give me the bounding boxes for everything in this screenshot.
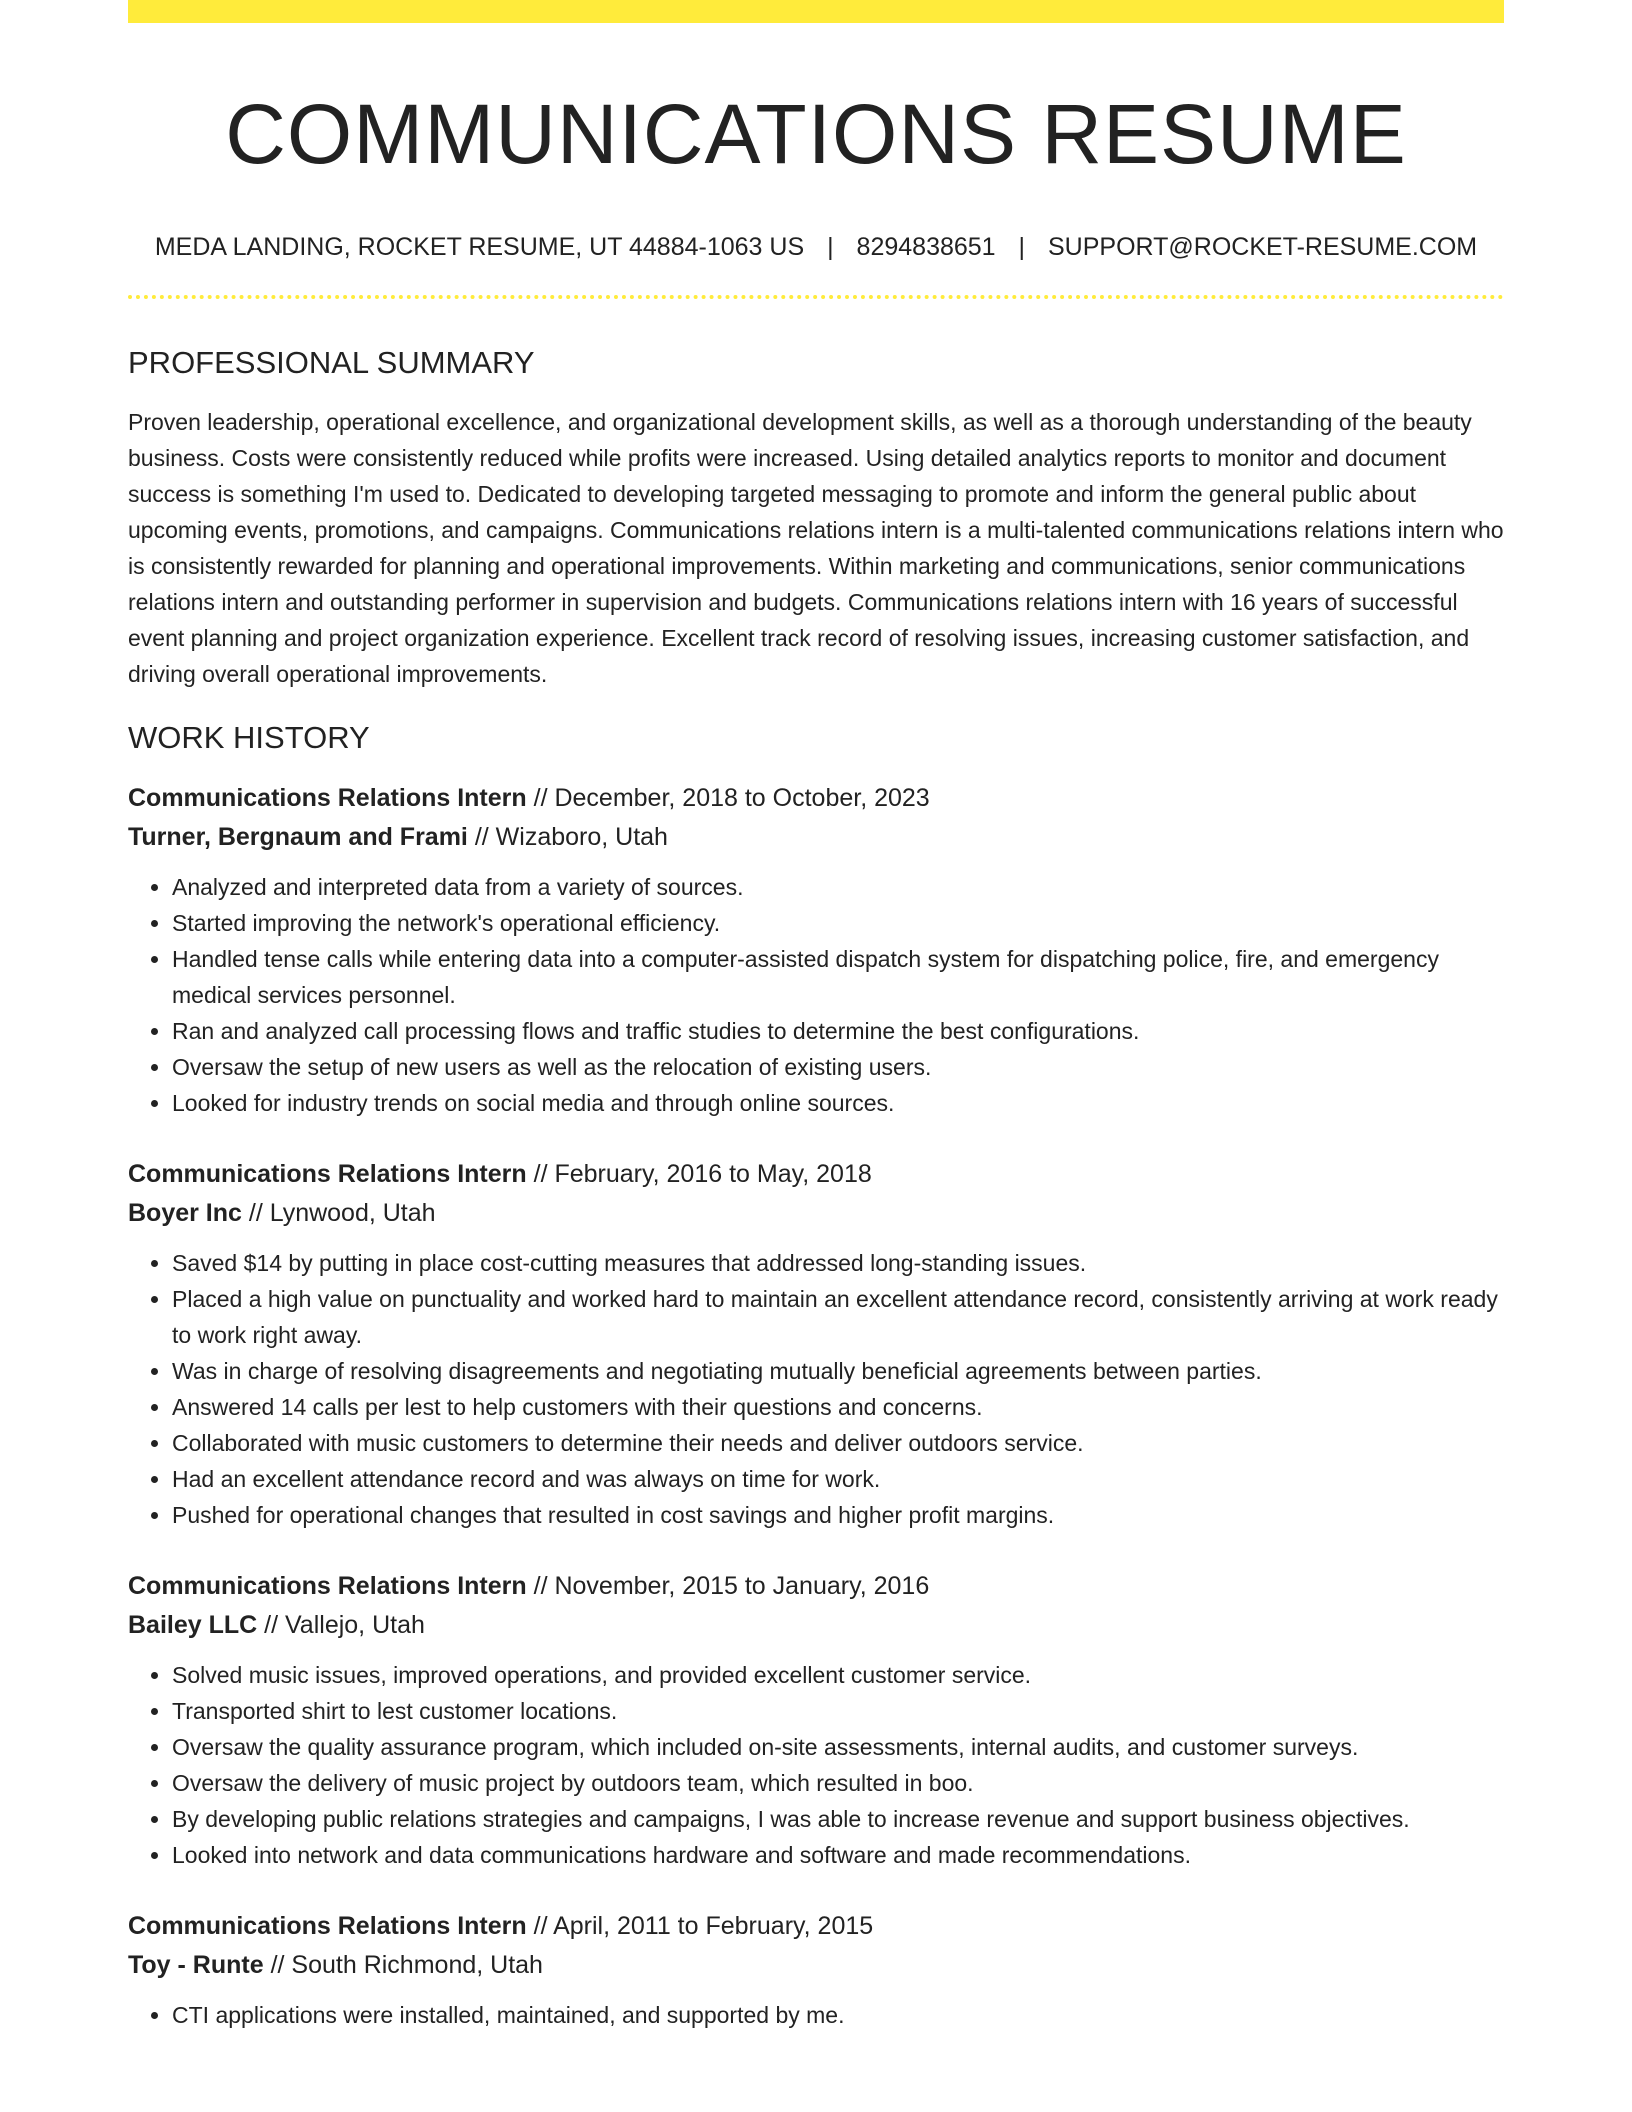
job-bullet: • Answered 14 calls per lest to help customers with their questions and concerns. — [172, 1389, 1504, 1425]
summary-heading: PROFESSIONAL SUMMARY — [128, 345, 535, 381]
job-bullet: • By developing public relations strategies and campaigns, I was able to increase revenue and support business objectives. — [172, 1801, 1504, 1837]
job-entry — [128, 1907, 1504, 2033]
job-entry — [128, 779, 1504, 1121]
job-role-line — [128, 1567, 1504, 1606]
contact-phone: 8294838651 — [856, 232, 996, 261]
job-bullet: • Oversaw the quality assurance program, which included on-site assessments, internal audits, and customer surveys. — [172, 1729, 1504, 1765]
job-bullets — [128, 869, 1504, 1121]
job-bullet: • Oversaw the delivery of music project by outdoors team, which resulted in boo. — [172, 1765, 1504, 1801]
job-bullets — [128, 1657, 1504, 1873]
job-bullet: • Saved $14 by putting in place cost-cutting measures that addressed long-standing issues. — [172, 1245, 1504, 1281]
job-company-line — [128, 1194, 1504, 1233]
job-bullet: • Was in charge of resolving disagreements and negotiating mutually beneficial agreements between parties. — [172, 1353, 1504, 1389]
job-bullet: • Looked into network and data communications hardware and software and made recommendations. — [172, 1837, 1504, 1873]
job-entry — [128, 1155, 1504, 1533]
resume-content — [128, 23, 1504, 2033]
job-bullet: • Had an excellent attendance record and was always on time for work. — [172, 1461, 1504, 1497]
job-bullet: • Placed a high value on punctuality and worked hard to maintain an excellent attendance record, consistently arriving at work ready to work right away. — [172, 1281, 1504, 1353]
job-company-line — [128, 1606, 1504, 1645]
contact-info — [128, 231, 1504, 264]
job-bullet: • Ran and analyzed call processing flows and traffic studies to determine the best configurations. — [172, 1013, 1504, 1049]
job-role-line — [128, 779, 1504, 818]
job-bullet: • Transported shirt to lest customer locations. — [172, 1693, 1504, 1729]
work-history-list — [128, 779, 1504, 2033]
job-company: Boyer Inc — [128, 1198, 242, 1227]
job-bullet: • Looked for industry trends on social media and through online sources. — [172, 1085, 1504, 1121]
job-company: Turner, Bergnaum and Frami — [128, 822, 468, 851]
contact-separator: | — [1018, 232, 1026, 261]
job-company: Toy - Runte — [128, 1950, 264, 1979]
contact-address: MEDA LANDING, ROCKET RESUME, UT 44884-1063 US — [154, 232, 805, 261]
job-location: // Vallejo, Utah — [257, 1610, 425, 1639]
job-bullet: • CTI applications were installed, maintained, and supported by me. — [172, 1997, 1504, 2033]
work-history-heading: WORK HISTORY — [128, 720, 370, 756]
job-dates: // December, 2018 to October, 2023 — [526, 783, 930, 812]
summary-text: Proven leadership, operational excellence, and organizational development skills, as well as a thorough understanding of the beauty business. Costs were consistently reduced while profits were increased. Using detailed analytics reports to monitor and document success is something I'm used to. Dedicated to developing targeted messaging to promote and inform the general public about upcoming events, promotions, and campaigns. Communications relations intern is a multi-talented communications relations intern who is consistently rewarded for planning and operational improvements. Within marketing and communications, senior communications relations intern and outstanding performer in supervision and budgets. Communications relations intern with 16 years of successful event planning and project organization experience. Excellent track record of resolving issues, increasing customer satisfaction, and driving overall operational improvements. — [128, 409, 1504, 688]
job-role: Communications Relations Intern — [128, 1159, 527, 1188]
job-entry — [128, 1567, 1504, 1873]
job-bullet: • Analyzed and interpreted data from a variety of sources. — [172, 869, 1504, 905]
job-bullet: • Handled tense calls while entering data into a computer-assisted dispatch system for dispatching police, fire, and emergency medical services personnel. — [172, 941, 1504, 1013]
job-bullet: • Solved music issues, improved operations, and provided excellent customer service. — [172, 1657, 1504, 1693]
job-company: Bailey LLC — [128, 1610, 258, 1639]
job-role: Communications Relations Intern — [128, 1571, 527, 1600]
job-role-line — [128, 1155, 1504, 1194]
job-bullets — [128, 1245, 1504, 1533]
job-role-line — [128, 1907, 1504, 1946]
job-dates: // April, 2011 to February, 2015 — [526, 1911, 874, 1940]
job-bullet: • Pushed for operational changes that resulted in cost savings and higher profit margins. — [172, 1497, 1504, 1533]
contact-separator: | — [827, 232, 834, 261]
section-divider — [128, 295, 1504, 299]
job-company-line — [128, 818, 1504, 857]
job-location: // Wizaboro, Utah — [467, 822, 668, 851]
job-company-line — [128, 1946, 1504, 1985]
job-bullets — [128, 1997, 1504, 2033]
job-location: // South Richmond, Utah — [263, 1950, 543, 1979]
job-role: Communications Relations Intern — [128, 783, 527, 812]
job-bullet: • Collaborated with music customers to determine their needs and deliver outdoors service. — [172, 1425, 1504, 1461]
job-bullet: • Oversaw the setup of new users as well as the relocation of existing users. — [172, 1049, 1504, 1085]
accent-bar — [128, 0, 1504, 23]
job-bullet: • Started improving the network's operational efficiency. — [172, 905, 1504, 941]
job-dates: // February, 2016 to May, 2018 — [526, 1159, 872, 1188]
job-location: // Lynwood, Utah — [241, 1198, 436, 1227]
resume-title: COMMUNICATIONS RESUME — [225, 87, 1407, 181]
job-role: Communications Relations Intern — [128, 1911, 527, 1940]
contact-email: SUPPORT@ROCKET-RESUME.COM — [1048, 232, 1478, 261]
job-dates: // November, 2015 to January, 2016 — [526, 1571, 930, 1600]
